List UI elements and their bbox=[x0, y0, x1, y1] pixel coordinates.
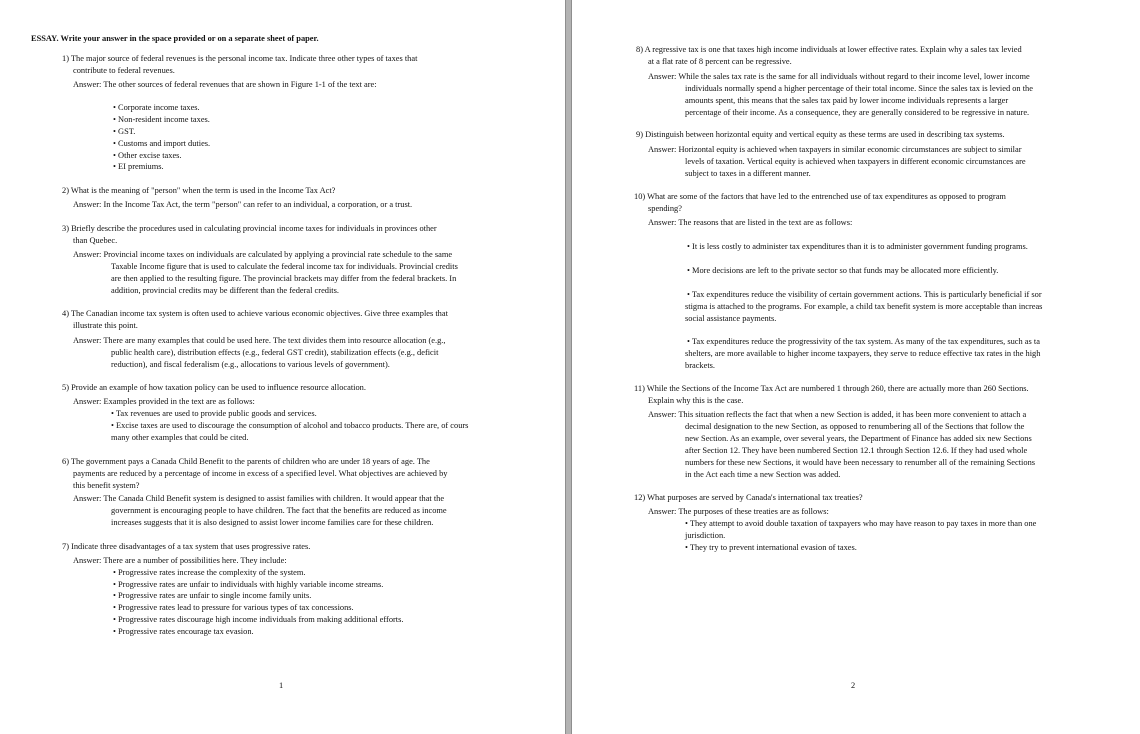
question-4: 4) The Canadian income tax system is often used to achieve various economic objectives. Give three examples that bbox=[62, 309, 448, 318]
text-line: many other examples that could be cited. bbox=[111, 433, 249, 442]
bullet-item: • They try to prevent international evasion of taxes. bbox=[685, 543, 857, 552]
text-line: are then applied to the resulting figure. The provincial brackets may differ from the federal brackets. In bbox=[111, 274, 457, 283]
bullet-item: • Progressive rates lead to pressure for various types of tax concessions. bbox=[113, 603, 354, 612]
text-line: illustrate this point. bbox=[73, 321, 138, 330]
bullet-item: • Progressive rates discourage high income individuals from making additional efforts. bbox=[113, 615, 404, 624]
answer-12: Answer: The purposes of these treaties are as follows: bbox=[648, 507, 829, 516]
bullet-item: • Customs and import duties. bbox=[113, 139, 211, 148]
text-line: at a flat rate of 8 percent can be regressive. bbox=[648, 57, 792, 66]
bullet-item: • Tax expenditures reduce the progressivity of the tax system. As many of the tax expenditures, such as ta bbox=[687, 337, 1040, 346]
question-8: 8) A regressive tax is one that taxes high income individuals at lower effective rates. Explain why a sales tax levied bbox=[636, 45, 1022, 54]
text-line: numbers for these new Sections, it would have been necessary to renumber all of the remaining Sections bbox=[685, 458, 1036, 467]
bullet-item: • Corporate income taxes. bbox=[113, 103, 200, 112]
answer-9: Answer: Horizontal equity is achieved when taxpayers in similar economic circumstances are subject to similar bbox=[648, 145, 1022, 154]
bullet-item: • Progressive rates encourage tax evasion. bbox=[113, 627, 254, 636]
question-11: 11) While the Sections of the Income Tax Act are numbered 1 through 260, there are actually more than 260 Sections. bbox=[634, 384, 1029, 393]
bullet-item: • Progressive rates increase the complexity of the system. bbox=[113, 568, 306, 577]
text-line: subject to taxes in a different manner. bbox=[685, 169, 811, 178]
text-line: new Section. As an example, over several years, the Department of Finance has added six new Sections bbox=[685, 434, 1032, 443]
answer-5: Answer: Examples provided in the text are as follows: bbox=[73, 397, 255, 406]
page-number: 2 bbox=[851, 681, 856, 690]
text-line: increases suggests that it is also designed to assist lower income families care for these children. bbox=[111, 518, 434, 527]
text-line: amounts spent, this means that the sales tax paid by lower income individuals represents a larger bbox=[685, 96, 1009, 105]
text-line: this benefit system? bbox=[73, 481, 140, 490]
text-line: Explain why this is the case. bbox=[648, 396, 744, 405]
text-line: reduction), and fiscal federalism (e.g., allocations to various levels of government). bbox=[111, 360, 390, 369]
text-line: than Quebec. bbox=[73, 236, 118, 245]
text-line: jurisdiction. bbox=[685, 531, 726, 540]
bullet-item: • It is less costly to administer tax expenditures than it is to administer government funding programs. bbox=[687, 242, 1028, 251]
bullet-item: • Non-resident income taxes. bbox=[113, 115, 210, 124]
bullet-item: • Progressive rates are unfair to individuals with highly variable income streams. bbox=[113, 580, 384, 589]
page-divider bbox=[565, 0, 572, 734]
question-2: 2) What is the meaning of "person" when the term is used in the Income Tax Act? bbox=[62, 186, 336, 195]
page-number: 1 bbox=[279, 681, 284, 690]
document-page-2 bbox=[572, 0, 1140, 734]
bullet-item: • GST. bbox=[113, 127, 136, 136]
text-line: individuals normally spend a higher percentage of their total income. Since the sales tax is levied on the bbox=[685, 84, 1033, 93]
bullet-item: • Tax expenditures reduce the visibility of certain government actions. This is particularly beneficial if sor bbox=[687, 290, 1042, 299]
bullet-item: • Progressive rates are unfair to single income family units. bbox=[113, 591, 312, 600]
text-line: Taxable Income figure that is used to calculate the federal income tax for individuals. Provincial credits bbox=[111, 262, 458, 271]
text-line: shelters, are more available to higher income taxpayers, they serve to reduce effective tax rates in the high bbox=[685, 349, 1041, 358]
text-line: brackets. bbox=[685, 361, 715, 370]
bullet-item: • Other excise taxes. bbox=[113, 151, 182, 160]
answer-2: Answer: In the Income Tax Act, the term "person" can refer to an individual, a corporation, or a trust. bbox=[73, 200, 413, 209]
question-7: 7) Indicate three disadvantages of a tax system that uses progressive rates. bbox=[62, 542, 311, 551]
bullet-item: • Excise taxes are used to discourage the consumption of alcohol and tobacco products. There are, of cours bbox=[111, 421, 469, 430]
answer-4: Answer: There are many examples that could be used here. The text divides them into resource allocation (e.g., bbox=[73, 336, 446, 345]
text-line: government is encouraging people to have children. The fact that the benefits are reduced as income bbox=[111, 506, 447, 515]
text-line: decimal designation to the new Section, as opposed to renumbering all of the Sections that follow the bbox=[685, 422, 1025, 431]
essay-header: ESSAY. Write your answer in the space provided or on a separate sheet of paper. bbox=[31, 34, 319, 43]
answer-11: Answer: This situation reflects the fact that when a new Section is added, it has been more convenient to attach a bbox=[648, 410, 1027, 419]
answer-3: Answer: Provincial income taxes on individuals are calculated by applying a provincial rate schedule to the same bbox=[73, 250, 453, 259]
bullet-item: • They attempt to avoid double taxation of taxpayers who may have reason to pay taxes in more than one bbox=[685, 519, 1037, 528]
text-line: stigma is attached to the programs. For example, a child tax benefit system is more acceptable than increas bbox=[685, 302, 1043, 311]
text-line: addition, provincial credits may be different than the federal credits. bbox=[111, 286, 339, 295]
bullet-item: • Tax revenues are used to provide public goods and services. bbox=[111, 409, 317, 418]
text-line: contribute to federal revenues. bbox=[73, 66, 175, 75]
text-line: spending? bbox=[648, 204, 682, 213]
question-6: 6) The government pays a Canada Child Benefit to the parents of children who are under 18 years of age. The bbox=[62, 457, 430, 466]
question-9: 9) Distinguish between horizontal equity and vertical equity as these terms are used in describing tax systems. bbox=[636, 130, 1005, 139]
bullet-item: • EI premiums. bbox=[113, 162, 164, 171]
question-12: 12) What purposes are served by Canada's international tax treaties? bbox=[634, 493, 863, 502]
text-line: in the Act each time a new Section was added. bbox=[685, 470, 841, 479]
answer-8: Answer: While the sales tax rate is the same for all individuals without regard to their income level, lower income bbox=[648, 72, 1030, 81]
text-line: payments are reduced by a percentage of income in excess of a specified level. What objectives are achieved by bbox=[73, 469, 448, 478]
text-line: social assistance payments. bbox=[685, 314, 777, 323]
question-10: 10) What are some of the factors that have led to the entrenched use of tax expenditures as opposed to program bbox=[634, 192, 1006, 201]
answer-7: Answer: There are a number of possibilities here. They include: bbox=[73, 556, 287, 565]
text-line: levels of taxation. Vertical equity is achieved when taxpayers in different economic circumstances are bbox=[685, 157, 1026, 166]
text-line: percentage of their income. As a consequence, they are generally considered to be regressive in nature. bbox=[685, 108, 1030, 117]
answer-10: Answer: The reasons that are listed in the text are as follows: bbox=[648, 218, 853, 227]
answer-6: Answer: The Canada Child Benefit system is designed to assist families with children. It would appear that the bbox=[73, 494, 445, 503]
text-line: after Section 12. They have been numbered Section 12.1 through Section 12.6. If they had used whole bbox=[685, 446, 1028, 455]
answer-1: Answer: The other sources of federal revenues that are shown in Figure 1-1 of the text are: bbox=[73, 80, 377, 89]
document-page-1 bbox=[0, 0, 565, 734]
question-5: 5) Provide an example of how taxation policy can be used to influence resource allocation. bbox=[62, 383, 366, 392]
text-line: public health care), distribution effects (e.g., federal GST credit), stabilization effects (e.g., deficit bbox=[111, 348, 439, 357]
question-1: 1) The major source of federal revenues is the personal income tax. Indicate three other types of taxes that bbox=[62, 54, 418, 63]
bullet-item: • More decisions are left to the private sector so that funds may be allocated more efficiently. bbox=[687, 266, 999, 275]
question-3: 3) Briefly describe the procedures used in calculating provincial income taxes for individuals in provinces other bbox=[62, 224, 437, 233]
